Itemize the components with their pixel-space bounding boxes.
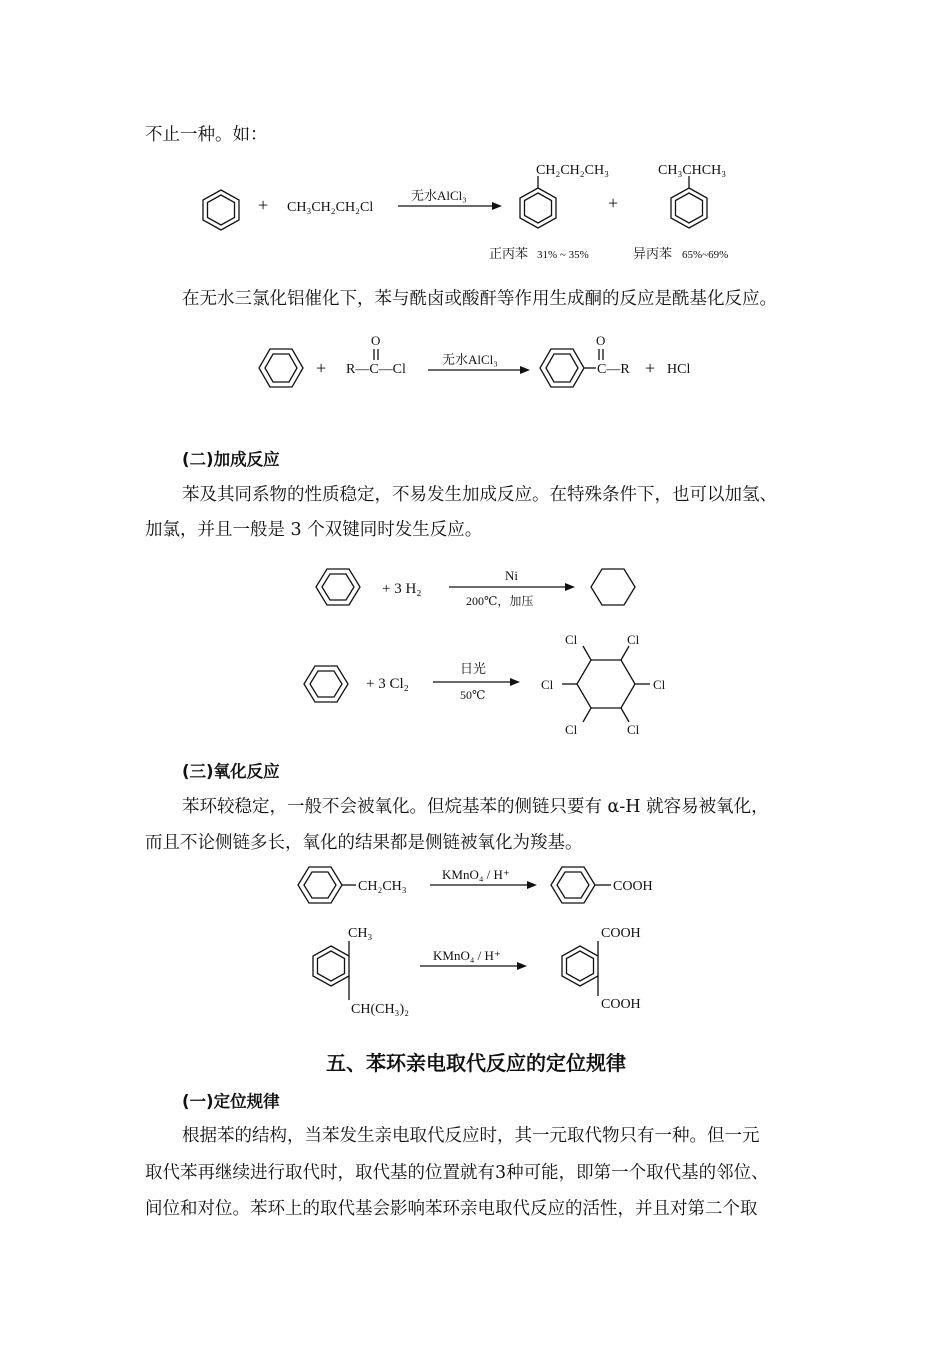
- ethyl-group-label: CH₂CH₃: [358, 879, 407, 894]
- carboxyl-group-label: COOH: [601, 997, 641, 1012]
- chlorine-reagent-label: + 3 Cl₂: [366, 676, 409, 692]
- hexachlorocyclohexane-ring-icon: [577, 660, 635, 708]
- benzene-ring-icon: [671, 188, 707, 228]
- addition-paragraph-line1: 苯及其同系物的性质稳定，不易发生加成反应。在特殊条件下，也可以加氢、: [182, 485, 777, 505]
- catalyst-label: 无水AlCl₃: [442, 352, 498, 367]
- acyl-chloride-label: R—C—Cl: [346, 362, 406, 377]
- benzene-ring-icon: [520, 188, 556, 228]
- isopropyl-group-label: CH₃CHCH₃: [658, 163, 727, 178]
- isopropyl-group-label: CH(CH₃)₂: [351, 1002, 409, 1017]
- section-title-addition: (二)加成反应: [182, 450, 280, 469]
- isopropylbenzene-yield: 65%~69%: [682, 249, 729, 261]
- plus-sign: +: [316, 358, 327, 378]
- carbonyl-oxygen: O: [596, 333, 606, 348]
- carbonyl-oxygen: O: [371, 333, 381, 348]
- carboxyl-group-label: COOH: [601, 926, 641, 941]
- section-title-orientation: (一)定位规律: [182, 1092, 280, 1111]
- chlorine-atom-label: Cl: [627, 632, 640, 647]
- ketone-group-label: C—R: [597, 362, 630, 377]
- catalyst-label: 无水AlCl₃: [411, 188, 467, 203]
- intro-line: 不止一种。如：: [145, 125, 268, 145]
- hcl-label: HCl: [667, 362, 691, 377]
- temperature-condition-label: 50℃: [460, 688, 486, 702]
- n-propylbenzene-name: 正丙苯: [489, 246, 529, 261]
- section-title-oxidation: (三)氧化反应: [182, 762, 280, 781]
- reaction-acylation: [0, 325, 952, 405]
- chlorine-atom-label: Cl: [565, 722, 578, 737]
- reaction-isopropyltoluene-oxidation: [0, 918, 952, 1023]
- acylation-paragraph: 在无水三氯化铝催化下，苯与酰卤或酸酐等作用生成酮的反应是酰基化反应。: [182, 289, 777, 309]
- isopropylbenzene-name: 异丙苯: [633, 246, 673, 261]
- benzene-ring-icon: [313, 946, 349, 986]
- plus-sign: +: [645, 358, 656, 378]
- plus-sign: +: [608, 193, 619, 213]
- chlorine-atom-label: Cl: [627, 722, 640, 737]
- propyl-group-label: CH₂CH₂CH₃: [536, 163, 609, 178]
- reaction-propylation: [0, 155, 952, 275]
- hydrogen-reagent-label: + 3 H₂: [382, 581, 422, 597]
- benzene-ring-icon: [203, 190, 239, 230]
- chapter-title: 五、苯环亲电取代反应的定位规律: [326, 1051, 626, 1075]
- orientation-paragraph-line3: 间位和对位。苯环上的取代基会影响苯环亲电取代反应的活性，并且对第二个取: [145, 1199, 758, 1219]
- oxidation-paragraph-line1: 苯环较稳定，一般不会被氧化。但烷基苯的侧链只要有 α-H 就容易被氧化，: [182, 797, 769, 817]
- n-propylbenzene-yield: 31% ~ 35%: [537, 249, 589, 261]
- reaction-chlorination: [0, 625, 952, 743]
- oxidant-label: KMnO₄ / H⁺: [433, 948, 501, 963]
- benzene-ring-icon: [562, 946, 598, 986]
- addition-paragraph-line2: 加氯，并且一般是 3 个双键同时发生反应。: [145, 520, 483, 540]
- reaction-ethylbenzene-oxidation: [0, 862, 952, 912]
- plus-sign: +: [258, 195, 269, 215]
- orientation-paragraph-line2: 取代苯再继续进行取代时，取代基的位置就有3种可能，即第一个取代基的邻位、: [145, 1163, 769, 1183]
- methyl-group-label: CH₃: [348, 926, 373, 941]
- hydrogenation-condition-label: 200℃，加压: [466, 594, 534, 608]
- carboxyl-group-label: COOH: [613, 879, 653, 894]
- chlorine-atom-label: Cl: [541, 677, 554, 692]
- reaction-hydrogenation: [0, 560, 952, 615]
- chlorine-atom-label: Cl: [653, 677, 666, 692]
- propyl-chloride-label: CH₃CH₂CH₂Cl: [287, 200, 374, 215]
- cyclohexane-ring-icon: [591, 569, 635, 605]
- sunlight-condition-label: 日光: [460, 661, 487, 676]
- oxidant-label: KMnO₄ / H⁺: [442, 867, 510, 882]
- nickel-catalyst-label: Ni: [505, 568, 518, 583]
- chlorine-atom-label: Cl: [565, 632, 578, 647]
- orientation-paragraph-line1: 根据苯的结构，当苯发生亲电取代反应时，其一元取代物只有一种。但一元: [182, 1126, 760, 1146]
- oxidation-paragraph-line2: 而且不论侧链多长，氧化的结果都是侧链被氧化为羧基。: [145, 833, 583, 853]
